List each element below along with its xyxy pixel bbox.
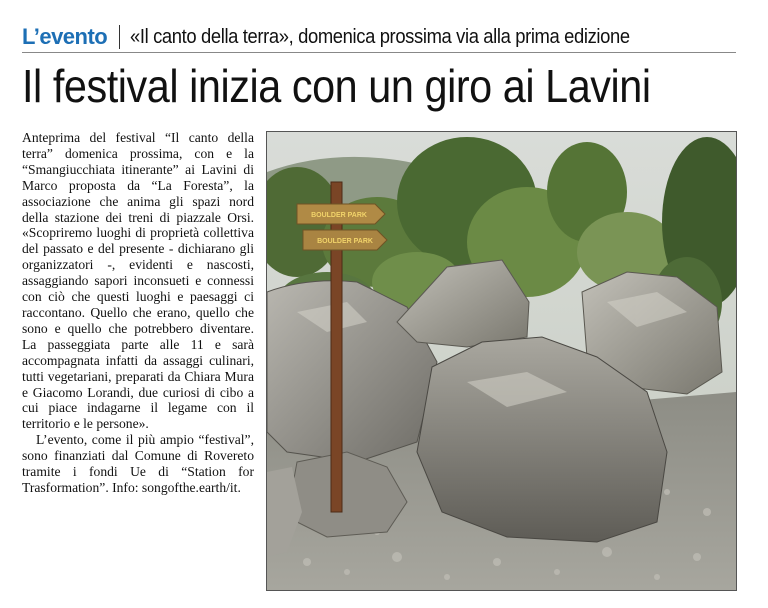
sign-bottom-text: BOULDER PARK [317, 238, 373, 245]
article-photo [266, 131, 737, 591]
section-label: L’evento [22, 24, 108, 49]
article-paragraph: Anteprima del festival “Il canto della terra” domenica prossima, con e la “Smangiucchiata itinerante” ai Lavini di Marco proposta da “La Foresta”, la associazione che anima gli spazi nord della stazione dei treni di piazzale Orsi. «Scopriremo luoghi di proprietà collettiva del passato e del presente - dichiarano gli organizzatori -, evidenti e nascosti, assaggiando sapori inconsueti e connessi con ciò che questi luoghi e paesaggi ci raccontano. Quello che erano, quello che sono e quello che potrebbero diventare. La passeggiata parte alle 11 e sarà accompagnata infatti da assaggi culinari, tutti vegetariani, preparati da Chiara Mura e Giacomo Lorandi, due curiosi di cibo a cui piace indagarne il legame con il territorio e le persone». [22, 130, 254, 432]
article-body [22, 130, 254, 496]
kicker-bar [22, 22, 736, 53]
headline: Il festival inizia con un giro ai Lavini [22, 60, 651, 112]
kicker-subtitle: «Il canto della terra», domenica prossima via alla prima edizione [130, 25, 630, 48]
article-paragraph: L’evento, come il più ampio “festival”, sono finanziati dal Comune di Rovereto tramite i fondi Ue di “Station for Trasformation”. Info: songofthe.earth/it. [22, 432, 254, 495]
sign-top-text: BOULDER PARK [311, 212, 367, 219]
kicker-divider [119, 25, 120, 49]
boulder-park-scene [267, 132, 736, 590]
